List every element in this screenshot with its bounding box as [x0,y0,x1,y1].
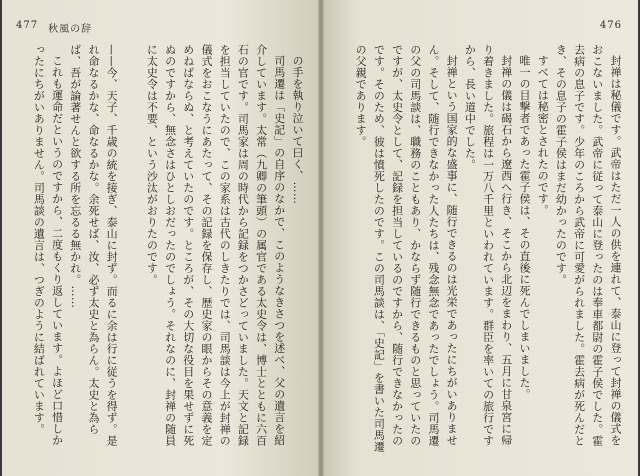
right-paragraph-1: 封禅は秘儀です。武帝はただ一人の供を連れて、泰山に登って封禅の儀式をおこないました。武帝に従って泰山に登ったのは奉車都尉の霍子侯でした。霍去病の息子です。少年のころから武帝に可愛がられました。霍去病が死んだとき、その息子の霍子侯はまだ幼かったのです。 [554,44,622,447]
right-paragraph-5: 封禅という国家的な盛事に、随行できるのは光栄であったにちがいありません。そして、随行できなかった人たちは、残念無念であったでしょう。司馬遷の父の司馬談は、職務のこともあり、かならず随行できるものと思っていたのですが、太史令として、記録を担当しているのですから、随行できなかったのです。そのため、彼は憤死したのです。この司馬談は、「史記」を書いた司馬遷の父親であります。 [354,44,459,453]
right-body-text [332,44,624,454]
left-page-number: 477 [16,20,39,31]
left-paragraph-2: 司馬遷は「史記」の自序のなかで、このようなきさつを述べ、父の遺言を紹介しています。太常（九卿の筆頭）の属官である太史令は、博士とともに六百石の官です。司馬家は周の時代から記録をつかさどっていました。天文と記録を担当していたので、この家系は古代のしきたりでは、司馬談は今上が封禅の儀式をおこなうにあたって、その記録を保存し、歴史家の眼からその意義を定めねばならぬ、と考えていたのです。ところが、その大切な役目を果せずに死ぬのですから、無念さはひとしおだったのでしょう。それなのに、封禅の随員に太史令は不要、という沙汰がおりたのです。 [145,44,286,447]
right-page [320,0,638,476]
running-title: 秋風の辞 [48,24,93,35]
right-paragraph-2: すべては秘密とされたのです。 [536,55,550,216]
left-running-head [16,20,92,35]
right-paragraph-3: 唯一の目撃者であった霍子侯は、その直後に死んでしまいました。 [517,55,531,400]
left-paragraph-1: の手を執り泣いて曰く、…… [291,55,304,205]
left-page [2,0,320,476]
left-paragraph-3: これも運命だというのですから、二度もくり返しています。よほど口惜しかったにちがいありません。司馬談の遺言は、つぎのように結ばれています。 [32,44,64,446]
right-page-number: 476 [599,20,622,31]
right-paragraph-4: 封禅の儀は碣石から遼西へ行き、そこから北辺をまわり、五月に甘泉宮に帰り着きました。旅程は一万八千里といわれています。群臣を率いての旅行ですから、長い道中でした。 [463,44,513,447]
right-running-head [600,20,622,31]
book-spread [2,0,638,476]
book-gutter [318,0,324,476]
left-body-text [10,44,306,454]
left-quote-1: ——今、天子、千歳の統を接ぎ、泰山に封ず。而るに余は行に従うを得ず。是れ命なるかな、命なるかな。余死せば、汝、必ず太史と為らん。太史と為らば、吾が論著せんと欲する所を忘るる無かれ。…… [68,44,119,447]
